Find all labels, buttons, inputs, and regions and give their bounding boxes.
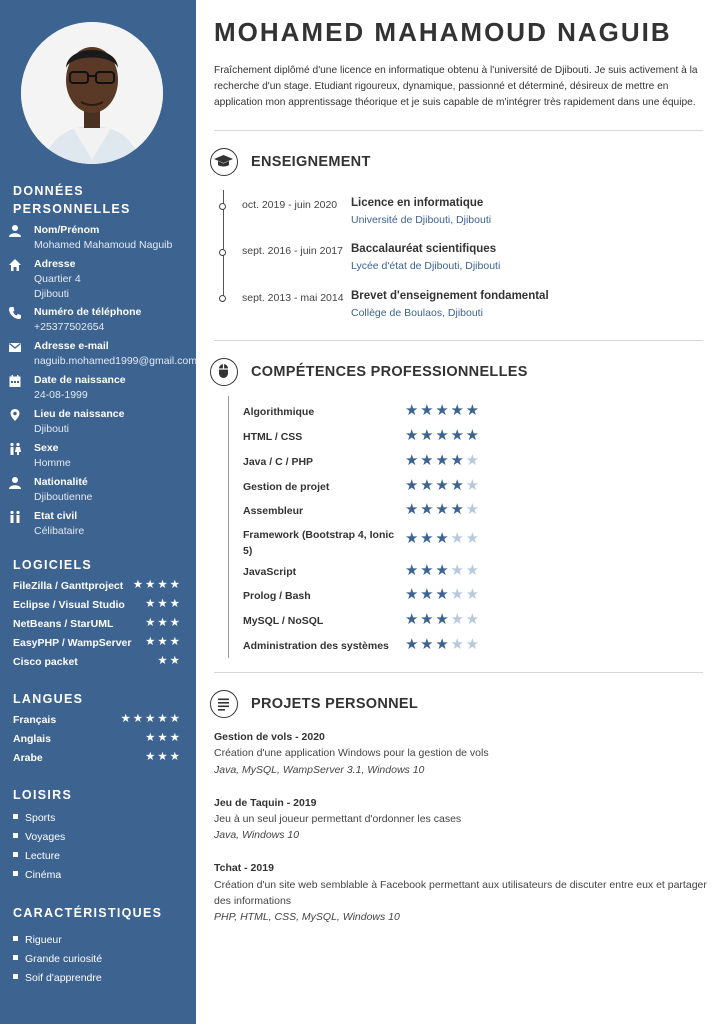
- star-icon: ★: [465, 530, 481, 547]
- email-label: Adresse e-mail: [34, 340, 109, 352]
- skill-name: Gestion de projet: [243, 481, 330, 493]
- skill-rating: [405, 478, 481, 494]
- star-icon: ★: [465, 611, 481, 628]
- star-icon: ★: [405, 402, 421, 419]
- star-icon: ★: [405, 611, 421, 628]
- project-description: Création d'un site web semblable à Facebook permettant aux utilisateurs de discuter entre eux et partager des informations: [214, 879, 707, 907]
- skill-name: MySQL / NoSQL: [243, 615, 324, 627]
- star-icon: ★: [450, 477, 466, 494]
- address-label: Adresse: [34, 258, 76, 270]
- hobby-item: Cinéma: [13, 868, 61, 882]
- project-technologies: Java, MySQL, WampServer 3.1, Windows 10: [214, 764, 425, 776]
- user-icon: [8, 224, 22, 238]
- email-value: naguib.mohamed1999@gmail.com: [34, 355, 198, 367]
- name-label: Nom/Prénom: [34, 224, 100, 236]
- star-icon: ★: [450, 611, 466, 628]
- language-item: Anglais: [13, 733, 51, 745]
- timeline-dot: [219, 295, 226, 302]
- phone-icon: [8, 306, 22, 320]
- skill-name: Assembleur: [243, 505, 304, 517]
- star-icon: ★: [435, 452, 451, 469]
- trait-item: Soif d'apprendre: [13, 971, 102, 985]
- divider: [214, 672, 703, 673]
- software-rating: ★★: [157, 655, 182, 667]
- trait-item: Rigueur: [13, 933, 62, 947]
- skill-name: Algorithmique: [243, 406, 315, 418]
- education-title: Baccalauréat scientifiques: [351, 243, 497, 255]
- name-value: Mohamed Mahamoud Naguib: [34, 239, 173, 251]
- star-icon: ★: [420, 402, 436, 419]
- graduation-cap-icon: [210, 148, 238, 176]
- profile-photo: [21, 22, 163, 164]
- language-rating: ★★★: [145, 732, 182, 744]
- software-rating: ★★★: [145, 617, 182, 629]
- star-icon: ★: [450, 452, 466, 469]
- hobby-item: Lecture: [13, 849, 60, 863]
- sidebar: [0, 0, 196, 1024]
- skill-rating: [405, 502, 481, 518]
- star-icon: ★: [405, 477, 421, 494]
- skill-rating: [405, 428, 481, 444]
- skill-rating: [405, 563, 481, 579]
- star-icon: ★: [450, 501, 466, 518]
- birthdate-value: 24-08-1999: [34, 389, 88, 401]
- birthplace-label: Lieu de naissance: [34, 408, 125, 420]
- project-description: Création d'une application Windows pour la gestion de vols: [214, 747, 489, 759]
- star-icon: ★: [465, 477, 481, 494]
- star-icon: ★: [405, 452, 421, 469]
- software-rating: ★★★: [145, 598, 182, 610]
- timeline-dot: [219, 249, 226, 256]
- star-icon: ★: [420, 427, 436, 444]
- star-icon: ★: [405, 530, 421, 547]
- language-item: Français: [13, 714, 57, 726]
- software-item: NetBeans / StarUML: [13, 618, 114, 630]
- star-icon: ★: [435, 611, 451, 628]
- star-icon: ★: [420, 452, 436, 469]
- star-icon: ★: [405, 562, 421, 579]
- software-heading: LOGICIELS: [13, 558, 93, 572]
- project-technologies: Java, Windows 10: [214, 829, 300, 841]
- skill-rating: [405, 531, 481, 547]
- sex-value: Homme: [34, 457, 71, 469]
- star-icon: ★: [420, 636, 436, 653]
- star-icon: ★: [450, 636, 466, 653]
- star-icon: ★: [465, 586, 481, 603]
- star-icon: ★: [465, 402, 481, 419]
- star-icon: ★: [435, 636, 451, 653]
- star-icon: ★: [435, 530, 451, 547]
- hobby-item: Sports: [13, 811, 55, 825]
- project-description: Jeu à un seul joueur permettant d'ordonner les cases: [214, 813, 462, 825]
- skill-rating: [405, 637, 481, 653]
- project-title: Jeu de Taquin - 2019: [214, 797, 317, 809]
- star-icon: ★: [405, 586, 421, 603]
- traits-heading: CARACTÉRISTIQUES: [13, 906, 163, 920]
- education-school: Université de Djibouti, Djibouti: [351, 214, 492, 226]
- star-icon: ★: [465, 452, 481, 469]
- star-icon: ★: [420, 530, 436, 547]
- star-icon: ★: [420, 611, 436, 628]
- project-title: Gestion de vols - 2020: [214, 731, 325, 743]
- skill-name: Prolog / Bash: [243, 590, 311, 602]
- education-date: sept. 2016 - juin 2017: [242, 245, 343, 257]
- education-title: Brevet d'enseignement fondamental: [351, 290, 549, 302]
- nationality-value: Djiboutienne: [34, 491, 93, 503]
- trait-item: Grande curiosité: [13, 952, 102, 966]
- address-value: Quartier 4: [34, 273, 81, 285]
- skill-rating: [405, 612, 481, 628]
- divider: [214, 340, 703, 341]
- skill-name: Java / C / PHP: [243, 456, 314, 468]
- gender-icon: [8, 442, 22, 456]
- address-city: Djibouti: [34, 288, 70, 300]
- skill-rating: [405, 587, 481, 603]
- nationality-label: Nationalité: [34, 476, 88, 488]
- skill-name: HTML / CSS: [243, 431, 303, 443]
- location-pin-icon: [8, 408, 22, 422]
- project-title: Tchat - 2019: [214, 862, 274, 874]
- email-icon: [8, 340, 22, 354]
- star-icon: ★: [420, 477, 436, 494]
- language-rating: ★★★: [145, 751, 182, 763]
- phone-label: Numéro de téléphone: [34, 306, 142, 318]
- projects-heading: PROJETS PERSONNEL: [251, 696, 419, 712]
- skill-rating: [405, 403, 481, 419]
- software-item: EasyPHP / WampServer: [13, 637, 132, 649]
- skills-line: [228, 396, 229, 658]
- star-icon: ★: [450, 530, 466, 547]
- skill-name: Framework (Bootstrap 4, Ionic 5): [243, 529, 395, 557]
- document-list-icon: [210, 690, 238, 718]
- divider: [214, 130, 703, 131]
- timeline-dot: [219, 203, 226, 210]
- skills-heading: COMPÉTENCES PROFESSIONNELLES: [251, 364, 528, 380]
- project-technologies: PHP, HTML, CSS, MySQL, Windows 10: [214, 911, 400, 923]
- software-item: Eclipse / Visual Studio: [13, 599, 125, 611]
- main-content: [196, 0, 724, 1024]
- personal-data-heading: DONNÉES PERSONNELLES: [13, 184, 131, 216]
- software-rating: ★★★★: [132, 579, 182, 591]
- software-item: Cisco packet: [13, 656, 78, 668]
- star-icon: ★: [405, 501, 421, 518]
- education-title: Licence en informatique: [351, 197, 484, 209]
- star-icon: ★: [450, 586, 466, 603]
- software-rating: ★★★: [145, 636, 182, 648]
- star-icon: ★: [435, 402, 451, 419]
- star-icon: ★: [450, 562, 466, 579]
- star-icon: ★: [465, 501, 481, 518]
- star-icon: ★: [450, 427, 466, 444]
- education-date: oct. 2019 - juin 2020: [242, 199, 338, 211]
- star-icon: ★: [435, 477, 451, 494]
- star-icon: ★: [450, 402, 466, 419]
- skill-name: Administration des systèmes: [243, 640, 389, 652]
- star-icon: ★: [435, 501, 451, 518]
- birthdate-label: Date de naissance: [34, 374, 126, 386]
- home-icon: [8, 258, 22, 272]
- mouse-icon: [210, 358, 238, 386]
- star-icon: ★: [465, 427, 481, 444]
- star-icon: ★: [420, 586, 436, 603]
- star-icon: ★: [435, 562, 451, 579]
- couple-icon: [8, 510, 22, 524]
- intro-paragraph: Fraîchement diplômé d'une licence en informatique obtenu à l'université de Djibouti. Je suis activement à la recherche d'un stage. Etudiant rigoureux, dynamique, passionné et déterminé, désireux de mettre en application mon apprentissage théorique et je suis capable de m'intégrer très rapidement dans une équipe.: [214, 65, 698, 108]
- skill-rating: [405, 453, 481, 469]
- education-date: sept. 2013 - mai 2014: [242, 292, 344, 304]
- star-icon: ★: [405, 427, 421, 444]
- hobbies-heading: LOISIRS: [13, 788, 73, 802]
- star-icon: ★: [465, 636, 481, 653]
- education-heading: ENSEIGNEMENT: [251, 154, 371, 170]
- hobby-item: Voyages: [13, 830, 65, 844]
- language-rating: ★★★★★: [120, 713, 182, 725]
- education-school: Collège de Boulaos, Djibouti: [351, 307, 483, 319]
- skill-name: JavaScript: [243, 566, 297, 578]
- birthplace-value: Djibouti: [34, 423, 70, 435]
- star-icon: ★: [420, 501, 436, 518]
- software-item: FileZilla / Ganttproject: [13, 580, 124, 592]
- languages-heading: LANGUES: [13, 692, 84, 706]
- star-icon: ★: [435, 427, 451, 444]
- calendar-icon: [8, 374, 22, 388]
- civil-status-label: Etat civil: [34, 510, 78, 522]
- language-item: Arabe: [13, 752, 43, 764]
- sex-label: Sexe: [34, 442, 59, 454]
- candidate-name: MOHAMED MAHAMOUD NAGUIB: [214, 17, 672, 47]
- star-icon: ★: [465, 562, 481, 579]
- phone-value: +25377502654: [34, 321, 105, 333]
- star-icon: ★: [405, 636, 421, 653]
- education-school: Lycée d'état de Djibouti, Djibouti: [351, 260, 501, 272]
- star-icon: ★: [435, 586, 451, 603]
- user-icon: [8, 476, 22, 490]
- star-icon: ★: [420, 562, 436, 579]
- civil-status-value: Célibataire: [34, 525, 85, 537]
